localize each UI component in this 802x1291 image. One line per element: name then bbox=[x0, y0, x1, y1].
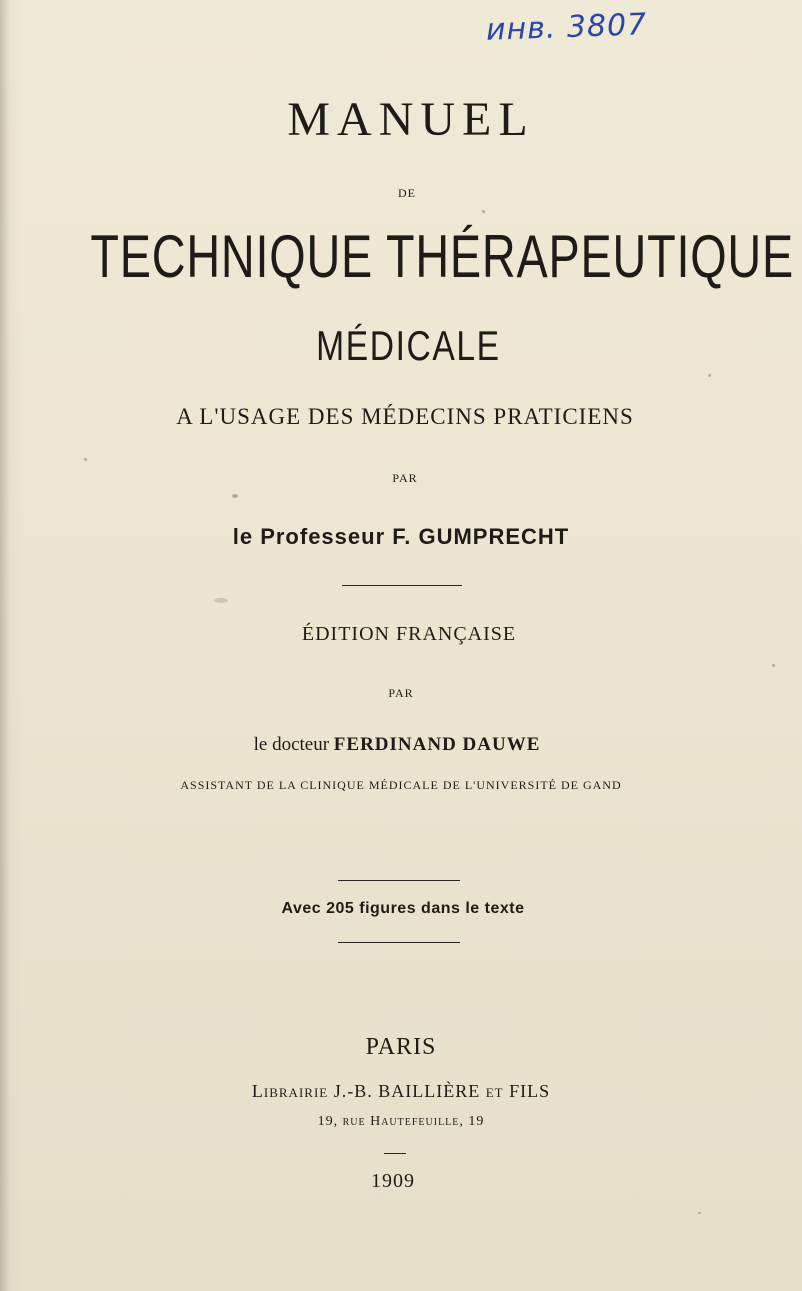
figures-note: Avec 205 figures dans le texte bbox=[281, 900, 525, 917]
divider-rule bbox=[342, 585, 462, 586]
divider-rule bbox=[338, 942, 460, 943]
title-manuel: MANUEL bbox=[287, 93, 535, 146]
par-label-translator: PAR bbox=[388, 686, 414, 700]
title-technique-therapeutique: TECHNIQUE THÉRAPEUTIQUE bbox=[90, 223, 794, 290]
paper-speck bbox=[232, 494, 238, 498]
paper-speck bbox=[482, 210, 485, 213]
translator-prefix: le docteur bbox=[253, 734, 334, 755]
paper-speck bbox=[772, 664, 775, 667]
publication-city: PARIS bbox=[365, 1034, 437, 1060]
publisher-address: 19, rue Hautefeuille, 19 bbox=[317, 1114, 485, 1129]
handwritten-inventory-number: инв. 3807 bbox=[485, 7, 648, 48]
paper-speck bbox=[84, 458, 87, 461]
edition-label: ÉDITION FRANÇAISE bbox=[301, 623, 517, 645]
paper-speck bbox=[708, 374, 711, 377]
paper-speck bbox=[698, 1212, 701, 1214]
paper-speck bbox=[214, 598, 228, 603]
par-label-author: PAR bbox=[392, 471, 418, 485]
title-medicale: MÉDICALE bbox=[316, 322, 501, 369]
publisher-name: Librairie J.-B. BAILLIÈRE et FILS bbox=[251, 1081, 551, 1101]
translator-line bbox=[0, 734, 798, 756]
short-divider-rule bbox=[384, 1153, 406, 1154]
author-name: le Professeur F. GUMPRECHT bbox=[232, 524, 570, 549]
publication-year: 1909 bbox=[371, 1170, 415, 1192]
divider-rule bbox=[338, 880, 460, 881]
subtitle: A L'USAGE DES MÉDECINS PRATICIENS bbox=[176, 404, 634, 429]
translator-affiliation: ASSISTANT DE LA CLINIQUE MÉDICALE DE L'UNIVERSITÉ DE GAND bbox=[180, 778, 622, 792]
translator-name: FERDINAND DAUWE bbox=[333, 734, 541, 755]
title-de: DE bbox=[398, 186, 416, 200]
